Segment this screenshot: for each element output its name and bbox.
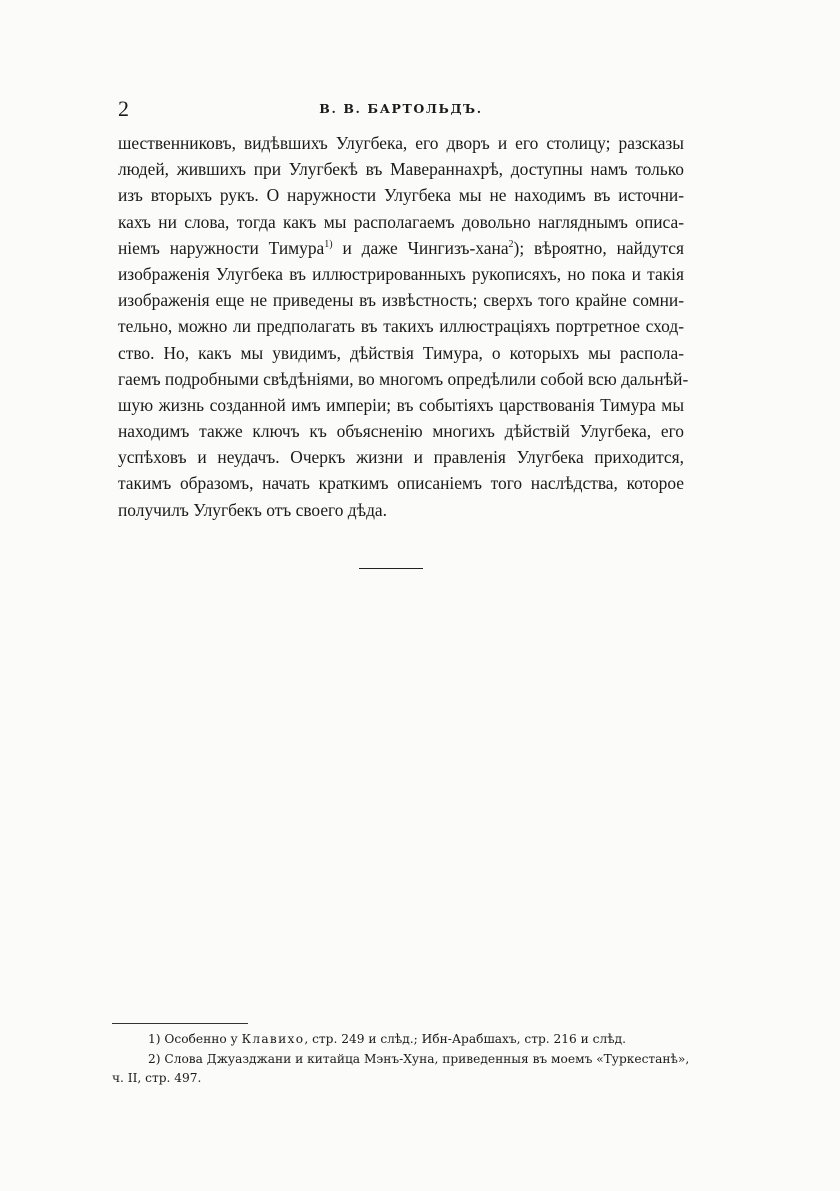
text-line: шественниковъ, видѣвшихъ Улугбека, его дворъ и его столицу; разсказы [118,133,684,153]
text-fragment: и даже Чингизъ-хана [332,237,509,258]
body-paragraph [118,130,689,523]
footnote-divider [112,1023,248,1024]
text-line: людей, жившихъ при Улугбекѣ въ Мавераннахрѣ, доступны намъ только [118,159,684,180]
text-line: изображенія Улугбека въ иллюстрированныхъ рукописяхъ, но пока и такія [118,263,684,284]
page-number: 2 [118,96,129,121]
running-head: В. В. БАРТОЛЬДЪ. [319,101,483,116]
footnote-text: 1) Особенно у [148,1032,242,1046]
section-divider [359,568,423,569]
text-line: гаемъ подробными свѣдѣніями, во многомъ опредѣлили собой всю дальнѣй- [118,368,689,389]
text-line: шую жизнь созданной имъ имперіи; въ событіяхъ царствованія Тимура мы [118,394,684,415]
text-line: получилъ Улугбекъ отъ своего дѣда. [118,499,387,520]
text-line: такимъ образомъ, начать краткимъ описаніемъ того наслѣдства, которое [118,473,684,494]
footnote-ref-2: 2 [508,238,514,250]
page-header [118,96,684,124]
footnotes [112,1030,690,1089]
text-line: тельно, можно ли предполагать въ такихъ иллюстраціяхъ портретное сход- [118,316,684,337]
footnote-2-continuation: ч. II, стр. 497. [112,1071,202,1085]
footnote-ref-1: 1) [324,238,333,250]
footnote-text: , стр. 249 и слѣд.; Ибн-Арабшахъ, стр. 216 и слѣд. [304,1032,626,1046]
text-line: ство. Но, какъ мы увидимъ, дѣйствія Тимура, о которыхъ мы распола- [118,342,684,363]
text-line: изображенія еще не приведены въ извѣстность; сверхъ того крайне сомни- [118,290,684,311]
footnote-author: Клавихо [241,1032,305,1046]
text-fragment: ); вѣроятно, найдутся [513,237,684,258]
footnote-2: 2) Слова Джуазджани и китайца Мэнъ-Хуна, приведенныя въ моемъ «Туркестанѣ», [148,1051,690,1066]
footnote-1 [112,1030,684,1050]
text-line-with-footnote-refs [118,235,684,261]
text-line: находимъ также ключъ къ объясненію многихъ дѣйствій Улугбека, его [118,421,684,442]
text-line: успѣховъ и неудачъ. Очеркъ жизни и правленія Улугбека приходится, [118,447,684,468]
text-line: кахъ ни слова, тогда какъ мы располагаемъ довольно нагляднымъ описа- [118,211,684,232]
text-line: изъ вторыхъ рукъ. О наружности Улугбека мы не находимъ въ источни- [118,185,684,206]
text-fragment: ніемъ наружности Тимура [118,237,325,258]
